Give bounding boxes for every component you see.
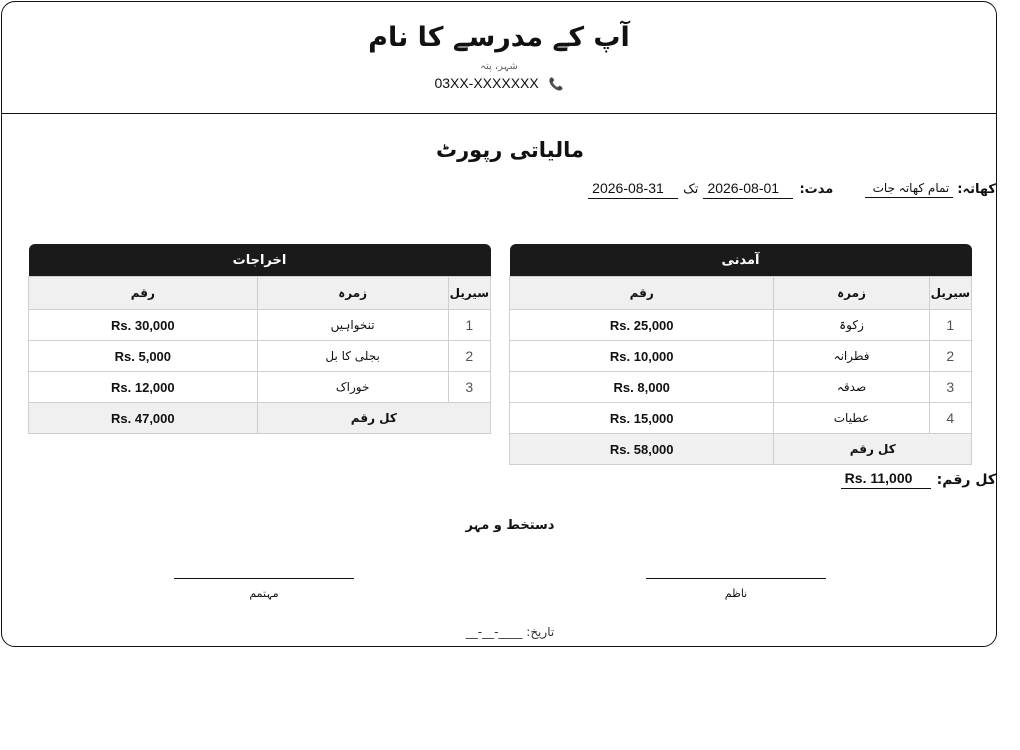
- col-serial: سیریل: [448, 277, 490, 310]
- row-category: بجلی کا بل: [257, 341, 448, 372]
- phone-icon: 📞: [548, 77, 564, 91]
- net-total-amount: Rs. 11,000: [841, 470, 931, 489]
- total-label: کل رقم: [257, 403, 490, 434]
- row-amount: Rs. 5,000: [29, 341, 258, 372]
- net-total: [841, 470, 996, 489]
- income-table: [509, 244, 972, 465]
- signature-title: دستخط و مہر: [465, 518, 555, 533]
- row-category: عطیات: [774, 403, 929, 434]
- col-amount: رقم: [510, 277, 774, 310]
- table-row: [510, 341, 972, 372]
- table-row: [29, 341, 491, 372]
- income-caption: آمدنی: [510, 244, 972, 277]
- row-amount: Rs. 12,000: [29, 372, 258, 403]
- signature-label: مہتمم: [249, 587, 279, 600]
- account-label: کھاتہ:: [957, 182, 996, 197]
- date-from: 2026-08-01: [703, 180, 793, 199]
- school-phone: [2, 75, 996, 91]
- row-category: خوراک: [257, 372, 448, 403]
- table-row: [29, 372, 491, 403]
- signature-nazim: [646, 578, 826, 600]
- expenses-caption: اخراجات: [29, 244, 491, 277]
- row-serial: 3: [448, 372, 490, 403]
- signature-muhtamim: [174, 578, 354, 600]
- row-category: فطرانہ: [774, 341, 929, 372]
- table-row: [29, 310, 491, 341]
- col-serial: سیریل: [929, 277, 971, 310]
- total-label: کل رقم: [774, 434, 972, 465]
- signature-line: [174, 578, 354, 579]
- row-serial: 1: [448, 310, 490, 341]
- period-label: مدت:: [799, 182, 834, 197]
- date-to: 2026-08-31: [588, 180, 678, 199]
- col-amount: رقم: [29, 277, 258, 310]
- net-total-label: کل رقم:: [936, 471, 996, 488]
- row-amount: Rs. 30,000: [29, 310, 258, 341]
- school-address: شہر، پتہ: [480, 61, 518, 72]
- date-line: تاریخ: ____-__-__: [465, 625, 555, 639]
- table-row: [510, 310, 972, 341]
- page-header: [2, 2, 996, 114]
- row-amount: Rs. 8,000: [510, 372, 774, 403]
- col-category: زمرہ: [774, 277, 929, 310]
- total-amount: Rs. 58,000: [510, 434, 774, 465]
- row-category: تنخواہیں: [257, 310, 448, 341]
- signature-line: [646, 578, 826, 579]
- phone-number: 03XX-XXXXXXX: [434, 75, 539, 91]
- row-serial: 3: [929, 372, 971, 403]
- row-amount: Rs. 10,000: [510, 341, 774, 372]
- row-serial: 2: [929, 341, 971, 372]
- total-amount: Rs. 47,000: [29, 403, 258, 434]
- table-row: [510, 372, 972, 403]
- row-category: صدقہ: [774, 372, 929, 403]
- table-row: [510, 403, 972, 434]
- expenses-table: [28, 244, 491, 434]
- total-row: [29, 403, 491, 434]
- report-filters: [588, 180, 996, 199]
- row-amount: Rs. 15,000: [510, 403, 774, 434]
- row-serial: 2: [448, 341, 490, 372]
- school-name: آپ کے مدرسے کا نام: [368, 22, 630, 53]
- report-title: مالیاتی رپورٹ: [435, 138, 584, 162]
- total-row: [510, 434, 972, 465]
- account-value: تمام کھاتہ جات: [865, 181, 953, 198]
- row-amount: Rs. 25,000: [510, 310, 774, 341]
- row-category: زکوۃ: [774, 310, 929, 341]
- col-category: زمرہ: [257, 277, 448, 310]
- row-serial: 4: [929, 403, 971, 434]
- signature-label: ناظم: [724, 587, 748, 600]
- to-label: تک: [683, 182, 699, 197]
- row-serial: 1: [929, 310, 971, 341]
